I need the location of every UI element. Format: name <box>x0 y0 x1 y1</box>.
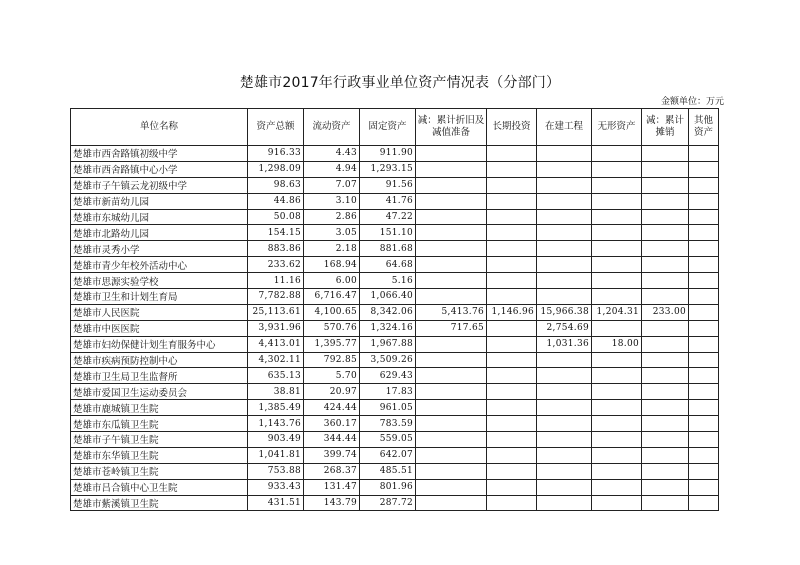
amount-cell: 1,146.96 <box>487 304 537 320</box>
unit-name-cell: 楚雄市子午镇云龙初级中学 <box>71 177 248 193</box>
amount-cell <box>487 463 537 479</box>
amount-cell: 635.13 <box>248 368 304 384</box>
amount-cell <box>689 432 719 448</box>
table-row <box>71 161 719 177</box>
column-header: 其他资产 <box>689 109 719 146</box>
amount-cell <box>416 193 487 209</box>
amount-cell: 5.16 <box>360 273 416 289</box>
amount-cell <box>416 273 487 289</box>
amount-cell <box>487 384 537 400</box>
amount-cell <box>642 432 689 448</box>
amount-cell: 903.49 <box>248 432 304 448</box>
amount-cell <box>592 447 642 463</box>
asset-table <box>70 108 719 511</box>
amount-cell <box>689 463 719 479</box>
amount-cell <box>689 320 719 336</box>
column-header: 资产总额 <box>248 109 304 146</box>
amount-cell <box>487 225 537 241</box>
amount-cell <box>537 146 592 162</box>
amount-cell: 50.08 <box>248 209 304 225</box>
unit-name-cell: 楚雄市灵秀小学 <box>71 241 248 257</box>
amount-cell <box>487 289 537 305</box>
amount-cell: 7.07 <box>304 177 360 193</box>
unit-name-cell: 楚雄市思源实验学校 <box>71 273 248 289</box>
amount-cell <box>537 384 592 400</box>
amount-cell <box>537 352 592 368</box>
amount-cell <box>689 161 719 177</box>
amount-cell: 911.90 <box>360 146 416 162</box>
amount-cell <box>487 495 537 511</box>
amount-cell <box>592 432 642 448</box>
amount-cell <box>487 177 537 193</box>
unit-name-cell: 楚雄市疾病预防控制中心 <box>71 352 248 368</box>
amount-cell <box>537 225 592 241</box>
amount-cell <box>592 416 642 432</box>
table-row <box>71 495 719 511</box>
amount-cell <box>592 320 642 336</box>
amount-cell: 344.44 <box>304 432 360 448</box>
amount-cell <box>592 463 642 479</box>
amount-cell <box>642 352 689 368</box>
unit-name-cell: 楚雄市新苗幼儿园 <box>71 193 248 209</box>
amount-cell <box>487 146 537 162</box>
table-row <box>71 193 719 209</box>
table-row <box>71 463 719 479</box>
amount-cell <box>592 146 642 162</box>
amount-cell: 5,413.76 <box>416 304 487 320</box>
unit-name-cell: 楚雄市鹿城镇卫生院 <box>71 400 248 416</box>
amount-cell: 1,324.16 <box>360 320 416 336</box>
table-row <box>71 146 719 162</box>
table-row <box>71 416 719 432</box>
unit-name-cell: 楚雄市人民医院 <box>71 304 248 320</box>
amount-cell <box>592 384 642 400</box>
amount-cell <box>416 146 487 162</box>
amount-cell: 233.00 <box>642 304 689 320</box>
unit-name-cell: 楚雄市西舍路镇中心小学 <box>71 161 248 177</box>
unit-name-cell: 楚雄市苍岭镇卫生院 <box>71 463 248 479</box>
amount-cell <box>642 241 689 257</box>
amount-cell <box>642 209 689 225</box>
amount-cell <box>487 257 537 273</box>
amount-cell: 8,342.06 <box>360 304 416 320</box>
amount-cell: 881.68 <box>360 241 416 257</box>
amount-cell <box>689 447 719 463</box>
amount-cell <box>642 225 689 241</box>
amount-cell <box>592 241 642 257</box>
amount-cell <box>537 209 592 225</box>
amount-cell <box>689 177 719 193</box>
unit-name-cell: 楚雄市中医医院 <box>71 320 248 336</box>
table-row <box>71 257 719 273</box>
amount-cell <box>487 479 537 495</box>
amount-cell <box>642 320 689 336</box>
amount-cell: 1,041.81 <box>248 447 304 463</box>
amount-cell <box>642 161 689 177</box>
amount-cell: 801.96 <box>360 479 416 495</box>
amount-cell: 3,931.96 <box>248 320 304 336</box>
amount-cell: 717.65 <box>416 320 487 336</box>
unit-name-cell: 楚雄市东华镇卫生院 <box>71 447 248 463</box>
amount-cell: 98.63 <box>248 177 304 193</box>
table-row <box>71 320 719 336</box>
table-row <box>71 209 719 225</box>
amount-cell: 1,031.36 <box>537 336 592 352</box>
amount-cell <box>537 479 592 495</box>
amount-cell <box>487 432 537 448</box>
amount-cell: 916.33 <box>248 146 304 162</box>
amount-cell <box>416 336 487 352</box>
amount-cell: 44.86 <box>248 193 304 209</box>
amount-cell <box>689 400 719 416</box>
table-row <box>71 447 719 463</box>
unit-name-cell: 楚雄市子午镇卫生院 <box>71 432 248 448</box>
amount-cell <box>592 225 642 241</box>
amount-cell <box>689 495 719 511</box>
amount-cell <box>416 241 487 257</box>
amount-cell <box>537 193 592 209</box>
amount-cell: 268.37 <box>304 463 360 479</box>
amount-cell <box>416 416 487 432</box>
amount-cell: 883.86 <box>248 241 304 257</box>
amount-cell <box>642 447 689 463</box>
amount-cell <box>689 336 719 352</box>
amount-cell <box>487 447 537 463</box>
amount-cell <box>689 304 719 320</box>
amount-cell: 933.43 <box>248 479 304 495</box>
column-header: 长期投资 <box>487 109 537 146</box>
table-row <box>71 177 719 193</box>
report-title: 楚雄市2017年行政事业单位资产情况表（分部门） <box>239 75 561 91</box>
amount-cell <box>487 320 537 336</box>
table-row <box>71 479 719 495</box>
amount-cell <box>689 257 719 273</box>
table-body <box>71 146 719 511</box>
amount-cell <box>537 257 592 273</box>
amount-cell <box>689 416 719 432</box>
amount-cell: 4.94 <box>304 161 360 177</box>
unit-name-cell: 楚雄市紫溪镇卫生院 <box>71 495 248 511</box>
amount-cell: 64.68 <box>360 257 416 273</box>
amount-cell <box>416 161 487 177</box>
amount-cell <box>689 479 719 495</box>
amount-cell: 570.76 <box>304 320 360 336</box>
amount-cell: 629.43 <box>360 368 416 384</box>
amount-cell <box>689 368 719 384</box>
amount-cell <box>642 400 689 416</box>
amount-cell: 2.18 <box>304 241 360 257</box>
amount-cell: 131.47 <box>304 479 360 495</box>
amount-cell <box>416 479 487 495</box>
amount-cell <box>416 495 487 511</box>
amount-cell: 792.85 <box>304 352 360 368</box>
amount-cell <box>592 209 642 225</box>
table-row <box>71 241 719 257</box>
amount-cell <box>487 352 537 368</box>
amount-cell <box>416 400 487 416</box>
amount-cell <box>642 416 689 432</box>
amount-cell <box>689 384 719 400</box>
amount-cell <box>487 368 537 384</box>
amount-cell <box>537 177 592 193</box>
amount-cell <box>416 368 487 384</box>
amount-cell: 2,754.69 <box>537 320 592 336</box>
amount-cell <box>537 447 592 463</box>
amount-cell: 431.51 <box>248 495 304 511</box>
amount-cell: 38.81 <box>248 384 304 400</box>
amount-cell <box>416 289 487 305</box>
amount-cell <box>416 225 487 241</box>
amount-cell <box>642 146 689 162</box>
amount-cell <box>537 273 592 289</box>
amount-cell: 399.74 <box>304 447 360 463</box>
amount-cell <box>487 400 537 416</box>
amount-cell <box>537 368 592 384</box>
table-row <box>71 225 719 241</box>
table-row <box>71 432 719 448</box>
table-row <box>71 304 719 320</box>
amount-cell <box>537 495 592 511</box>
amount-cell: 154.15 <box>248 225 304 241</box>
unit-name-cell: 楚雄市东瓜镇卫生院 <box>71 416 248 432</box>
column-header: 流动资产 <box>304 109 360 146</box>
amount-cell: 11.16 <box>248 273 304 289</box>
amount-cell <box>487 209 537 225</box>
amount-cell <box>487 193 537 209</box>
amount-cell <box>642 257 689 273</box>
amount-cell: 424.44 <box>304 400 360 416</box>
unit-name-cell: 楚雄市爱国卫生运动委员会 <box>71 384 248 400</box>
amount-cell: 233.62 <box>248 257 304 273</box>
amount-cell: 18.00 <box>592 336 642 352</box>
amount-cell <box>487 161 537 177</box>
amount-cell <box>592 368 642 384</box>
amount-cell: 360.17 <box>304 416 360 432</box>
amount-cell <box>416 177 487 193</box>
amount-cell <box>689 209 719 225</box>
amount-cell: 5.70 <box>304 368 360 384</box>
amount-cell <box>642 463 689 479</box>
unit-name-cell: 楚雄市妇幼保健计划生育服务中心 <box>71 336 248 352</box>
amount-cell: 1,967.88 <box>360 336 416 352</box>
amount-cell: 1,066.40 <box>360 289 416 305</box>
amount-cell <box>642 177 689 193</box>
amount-cell <box>416 209 487 225</box>
amount-cell <box>537 241 592 257</box>
amount-cell <box>592 289 642 305</box>
table-row <box>71 352 719 368</box>
table-row <box>71 289 719 305</box>
amount-cell <box>416 257 487 273</box>
amount-cell: 25,113.61 <box>248 304 304 320</box>
amount-cell: 4,413.01 <box>248 336 304 352</box>
amount-cell: 17.83 <box>360 384 416 400</box>
table-row <box>71 400 719 416</box>
unit-name-cell: 楚雄市卫生局卫生监督所 <box>71 368 248 384</box>
amount-cell <box>416 463 487 479</box>
amount-cell <box>689 289 719 305</box>
amount-cell <box>642 193 689 209</box>
amount-cell: 961.05 <box>360 400 416 416</box>
unit-name-cell: 楚雄市青少年校外活动中心 <box>71 257 248 273</box>
unit-name-cell: 楚雄市吕合镇中心卫生院 <box>71 479 248 495</box>
amount-cell: 4.43 <box>304 146 360 162</box>
amount-cell <box>689 225 719 241</box>
amount-cell <box>592 352 642 368</box>
amount-cell <box>689 193 719 209</box>
unit-name-cell: 楚雄市东城幼儿园 <box>71 209 248 225</box>
amount-cell: 1,293.15 <box>360 161 416 177</box>
column-header: 在建工程 <box>537 109 592 146</box>
column-header: 单位名称 <box>71 109 248 146</box>
amount-cell <box>689 241 719 257</box>
amount-cell <box>642 336 689 352</box>
amount-cell: 642.07 <box>360 447 416 463</box>
amount-cell: 4,100.65 <box>304 304 360 320</box>
amount-cell <box>592 193 642 209</box>
amount-cell: 3.05 <box>304 225 360 241</box>
amount-cell: 1,143.76 <box>248 416 304 432</box>
amount-cell: 143.79 <box>304 495 360 511</box>
amount-cell <box>592 257 642 273</box>
amount-cell <box>537 463 592 479</box>
amount-cell <box>592 495 642 511</box>
amount-cell <box>416 352 487 368</box>
amount-cell: 753.88 <box>248 463 304 479</box>
amount-cell: 3,509.26 <box>360 352 416 368</box>
amount-cell <box>592 400 642 416</box>
amount-cell <box>592 161 642 177</box>
amount-cell <box>689 273 719 289</box>
amount-cell <box>592 177 642 193</box>
unit-name-cell: 楚雄市西舍路镇初级中学 <box>71 146 248 162</box>
amount-cell <box>642 368 689 384</box>
amount-cell <box>416 447 487 463</box>
amount-cell <box>689 352 719 368</box>
amount-cell <box>537 400 592 416</box>
amount-cell: 3.10 <box>304 193 360 209</box>
amount-cell: 2.86 <box>304 209 360 225</box>
amount-cell: 15,966.38 <box>537 304 592 320</box>
amount-cell <box>689 146 719 162</box>
amount-cell <box>537 161 592 177</box>
amount-cell: 168.94 <box>304 257 360 273</box>
column-header: 无形资产 <box>592 109 642 146</box>
amount-cell: 1,395.77 <box>304 336 360 352</box>
amount-cell <box>416 384 487 400</box>
amount-cell: 20.97 <box>304 384 360 400</box>
amount-cell: 7,782.88 <box>248 289 304 305</box>
amount-cell: 151.10 <box>360 225 416 241</box>
amount-cell <box>642 289 689 305</box>
amount-cell <box>537 432 592 448</box>
column-header: 固定资产 <box>360 109 416 146</box>
amount-cell: 6,716.47 <box>304 289 360 305</box>
column-header: 减：累计摊销 <box>642 109 689 146</box>
amount-cell <box>416 432 487 448</box>
amount-cell: 91.56 <box>360 177 416 193</box>
table-header-row <box>71 109 719 146</box>
amount-cell: 1,298.09 <box>248 161 304 177</box>
table-row <box>71 336 719 352</box>
amount-cell: 1,385.49 <box>248 400 304 416</box>
amount-cell: 783.59 <box>360 416 416 432</box>
table-row <box>71 273 719 289</box>
amount-cell <box>642 384 689 400</box>
amount-cell <box>592 479 642 495</box>
amount-cell <box>642 495 689 511</box>
currency-unit-note: 金额单位：万元 <box>660 97 724 107</box>
amount-cell: 559.05 <box>360 432 416 448</box>
column-header: 减：累计折旧及减值准备 <box>416 109 487 146</box>
amount-cell: 4,302.11 <box>248 352 304 368</box>
unit-name-cell: 楚雄市北路幼儿园 <box>71 225 248 241</box>
amount-cell <box>642 479 689 495</box>
amount-cell <box>487 273 537 289</box>
amount-cell <box>537 416 592 432</box>
amount-cell <box>537 289 592 305</box>
amount-cell: 485.51 <box>360 463 416 479</box>
amount-cell <box>592 273 642 289</box>
amount-cell: 287.72 <box>360 495 416 511</box>
table-row <box>71 368 719 384</box>
amount-cell <box>487 336 537 352</box>
amount-cell <box>487 241 537 257</box>
amount-cell <box>487 416 537 432</box>
unit-name-cell: 楚雄市卫生和计划生育局 <box>71 289 248 305</box>
amount-cell: 1,204.31 <box>592 304 642 320</box>
amount-cell: 6.00 <box>304 273 360 289</box>
amount-cell: 41.76 <box>360 193 416 209</box>
amount-cell: 47.22 <box>360 209 416 225</box>
table-row <box>71 384 719 400</box>
amount-cell <box>642 273 689 289</box>
